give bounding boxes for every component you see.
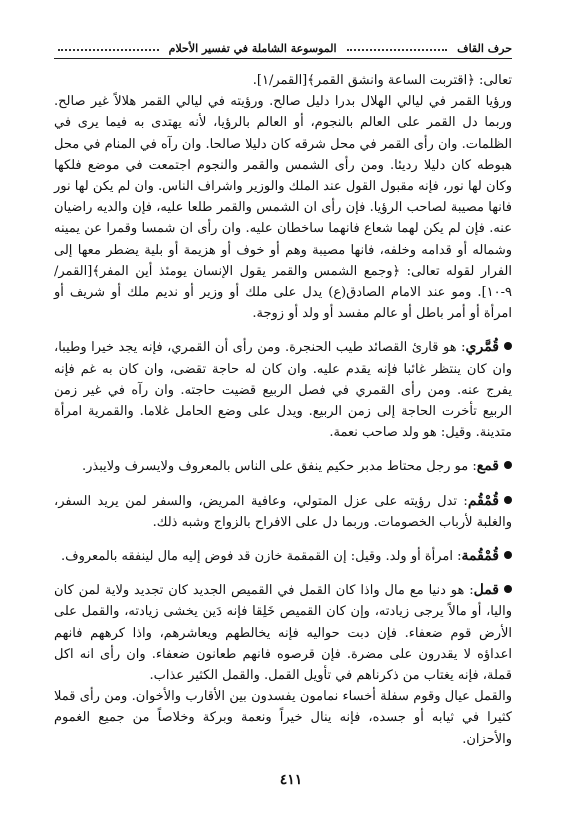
entry-text: : امرأة أو ولد. وقيل: إن القمقمة خازن قد فوض إليه مال لينفقه بالمعروف. — [60, 549, 462, 565]
entry-term: قمع — [476, 458, 499, 475]
bullet-icon — [504, 461, 512, 469]
entry-qaml — [54, 580, 512, 750]
entry-qumquma — [54, 546, 512, 567]
bullet-icon — [504, 551, 512, 559]
page-body — [54, 70, 512, 750]
entry-term: قمل — [473, 582, 499, 599]
entry-term: قُمْقُم — [467, 492, 499, 509]
entry-term: قُمْقُمة — [461, 548, 499, 565]
entry-qam — [54, 456, 512, 477]
bullet-icon — [504, 342, 512, 350]
entry-qumri — [54, 337, 512, 443]
running-header — [54, 38, 512, 58]
entry-text: : مو رجل محتاط مدبر حكيم ينفق على الناس بالمعروف ولايسرف ولايبذر. — [81, 459, 477, 475]
header-dot-leader — [58, 49, 159, 51]
entry-text: : تدل رؤيته على عزل المتولي، وعافية المريض، والسفر لمن يريد السفر، والغلبة لأرباب الخصومات. وربما دل على الافراح بالزواج وشبه ذلك. — [54, 493, 512, 530]
entry-term: قُمَّري — [465, 339, 499, 356]
header-dot-leader — [347, 49, 448, 51]
header-section-title: حرف القاف — [457, 41, 512, 55]
bullet-icon — [504, 585, 512, 593]
entry-text: : هو دنيا مع مال واذا كان القمل في القميص الجديد كان تجديد ولاية لمن كان واليا، أو مالاً يرجى زيادته، وإن كان القميص خَلِقا فإنه دَين يخشى زيادته، والقمل على الأرض قوم ضعفاء. فإن دبت حواليه فإنه يخالطهم ويعاشرهم، واذا كرههم فانهم اعداؤه لا يقدرون على مضرة. فإن قرصوه فانهم طعانون ضعفاء. وان رأى انه اكل قملة، فإنه يغتاب من ذكرناهم في تأويل القمل. والقمل الكثير عذاب. — [54, 583, 512, 684]
header-rule — [54, 58, 512, 59]
intro-paragraph: ورؤيا القمر في ليالي الهلال بدرا دليل صالح. ورؤيته في ليالي القمر هلالاً غير صالح. وربما دل القمر على العالم بالنجوم، أو العالم بالرؤيا، لأنه يهتدى به فيما يرى في الظلمات. وان رأى القمر في محل شرقه كان دليلا صالحا. وان رآه في المنام في محل هبوطه كان دليلا رديئا. ومن رأى الشمس والقمر والنجوم اجتمعت في موضع فلكها وكان لها نور، فإنه مقبول القول عند الملك والوزير واشراف الناس. وان لم يكن لها نور فانها مصيبة لصاحب الرؤيا. فإن رأى ان الشمس والقمر طلعا عليه، فإن والديه راضيان عنه. فإن لم يكن لهما شعاع فانهما ساخطان عليه. وان رأى ان شمسا وقمرا عن يمينه وشماله أو قدامه وخلفه، فانها مصيبة وهم أو خوف أو هزيمة أو بلية يضطر معها إلى الفرار لقوله تعالى: ﴿وجمع الشمس والقمر يقول الإنسان يومئذ أين المفر﴾[القمر/٩-١٠]. ومو عند الامام الصادق(ع) يدل على ملك أو وزير أو نديم ملك أو شريف أو امرأة أو أمر باطل أو عالم مفسد أو ولد أو زوجة. — [54, 94, 512, 322]
entry-text: والقمل عيال وقوم سفلة أخساء نمامون يفسدون بين الأقارب والأخوان. ومن رأى قملا كثيرا في ثيابه أو جسده، فإنه ينال خيراً ونعمة وبركة وخلاصاً من جميع الغموم والأحزان. — [54, 689, 512, 747]
header-book-title: الموسوعة الشاملة في تفسير الأحلام — [168, 41, 337, 55]
bullet-icon — [504, 496, 512, 504]
entry-qumqum — [54, 491, 512, 533]
intro-verse: تعالى: ﴿اقتربت الساعة وانشق القمر﴾[القمر/١]. — [252, 73, 512, 88]
page-number: ٤١١ — [279, 772, 303, 788]
entry-text: : هو قارئ القصائد طيب الحنجرة. ومن رأى أن القمري، فإنه يجد خيرا وطيبا، وان كان ينتظر غائبا فإنه يقدم عليه. وان كان له حاجة تقضى، وان كان به غم فإنه يفرج عنه. ومن رأى القمري في فصل الربيع قضيت حاجته. وان رآه في غير زمن الربيع تأخرت الحاجة إلى زمن الربيع. ويدل على وضع الحامل غلاما. والقمرية امرأة متدينة. وقيل: هو ولد صاحب نعمة. — [54, 340, 512, 441]
